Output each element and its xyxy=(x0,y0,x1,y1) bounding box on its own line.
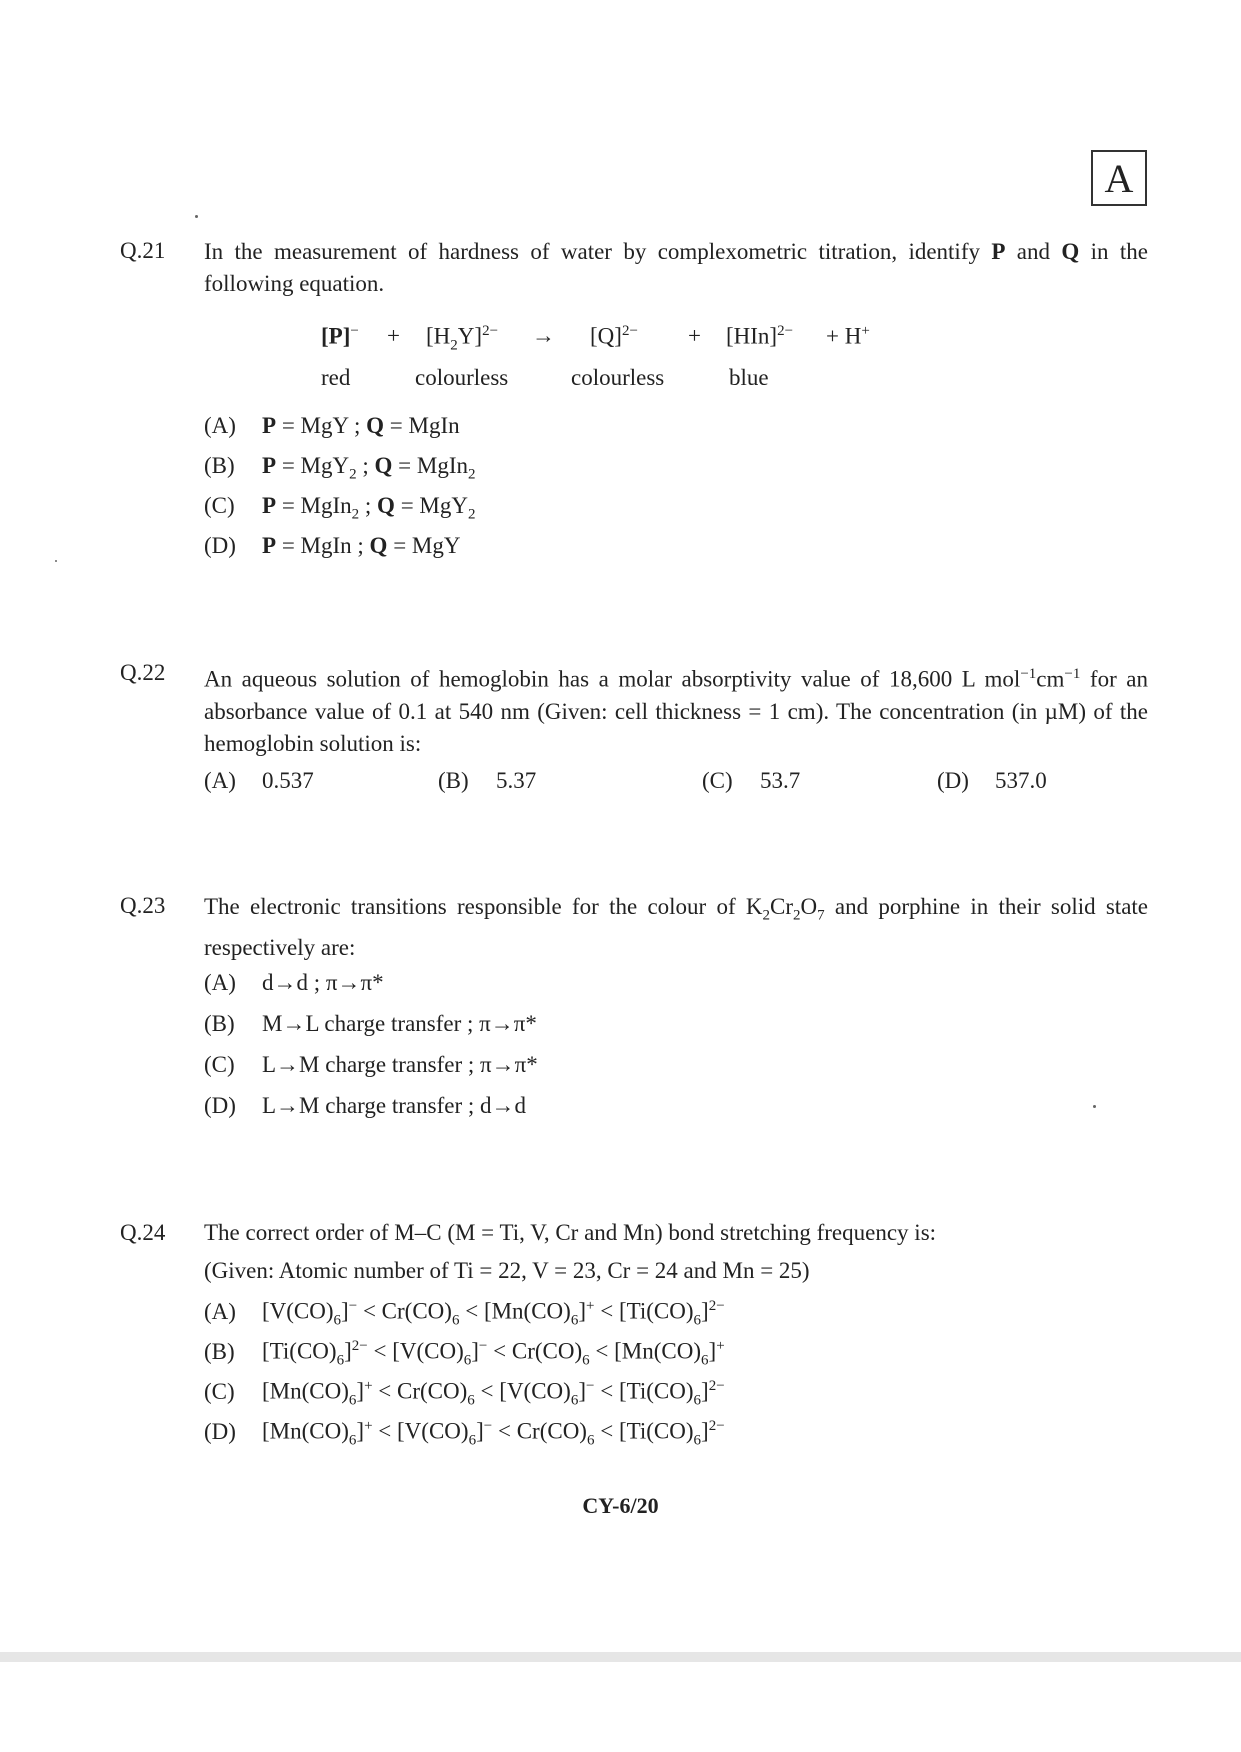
option-a[interactable]: (A) d→d ; π→π* xyxy=(204,970,384,995)
option-a[interactable]: (A) 0.537 xyxy=(204,768,314,793)
scan-speck xyxy=(55,560,57,562)
option-d[interactable]: (D) $[Mn(CO)_6]^+ < [V(CO)_6]^- < Cr(CO)_6 < [Ti(CO)_6]^{2-}$ xyxy=(204,1418,725,1449)
option-c[interactable]: (C) $[Mn(CO)_6]^+ < Cr(CO)_6 < [V(CO)_6]^- < [Ti(CO)_6]^{2-}$ xyxy=(204,1378,725,1409)
question-text: An aqueous solution of hemoglobin has a molar absorptivity value of 18,600 L $mol^{-1}cm^{-1}$ for an absorbance value of 0.1 at 540 nm (Given: cell thickness = 1 cm). The concentration (in µM) of the hemoglobin solution is: xyxy=(204,666,1148,756)
scan-speck xyxy=(1093,1105,1096,1108)
question-text: In the measurement of hardness of water by complexometric titration, identify P and Q in the following equation. xyxy=(204,239,1148,296)
question-number: Q.24 xyxy=(120,1220,166,1245)
reaction-arrow: → xyxy=(532,323,555,348)
option-a[interactable]: (A) $[V(CO)_6]^- < Cr(CO)_6 < [Mn(CO)_6]^+ < [Ti(CO)_6]^{2-}$ xyxy=(204,1298,725,1329)
question-set-label: A xyxy=(1091,150,1147,206)
question-number: Q.23 xyxy=(120,893,166,918)
option-c[interactable]: (C) 53.7 xyxy=(702,768,801,793)
question-number: Q.22 xyxy=(120,660,166,685)
scan-speck xyxy=(195,215,198,218)
option-d[interactable]: (D) L→M charge transfer ; d→d xyxy=(204,1093,526,1118)
option-b[interactable]: (B) M→L charge transfer ; π→π* xyxy=(204,1011,537,1036)
question-number: Q.21 xyxy=(120,238,166,263)
option-c[interactable]: (C) L→M charge transfer ; π→π* xyxy=(204,1052,538,1077)
option-d[interactable]: (D) P = MgIn ; Q = MgY xyxy=(204,533,461,558)
option-d[interactable]: (D) 537.0 xyxy=(937,768,1047,793)
question-given: (Given: Atomic number of Ti = 22, V = 23, Cr = 24 and Mn = 25) xyxy=(204,1258,810,1283)
option-b[interactable]: (B) $[Ti(CO)_6]^{2-} < [V(CO)_6]^- < Cr(CO)_6 < [Mn(CO)_6]^+$ xyxy=(204,1338,725,1369)
page-footer: CY-6/20 xyxy=(582,1493,659,1518)
exam-page: A Q.21 In the measurement of hardness of water by complexometric titration, identify P and Q in the following equation. [P]− + $[H_2Y]^{2-}$ → $[Q]^{2-}$ + [HIn]$^{2-}$ + H+ red colourless colourless blue (A) P = MgY ; Q = MgIn (B) P = MgY$_2$ ; Q = MgIn$_2$ (C) P = MgIn$_2$ ; Q = MgY$_2$ (D) P = MgIn ; Q = MgY Q.22 An aqueous solution of hemoglobin has a molar absorptivity value of 18,600 L $mol^{-1}cm^{-1}$ for an absorbance value of 0.1 at 540 nm (Given: cell thickness = 1 cm). The concentration (in µM) of the hemoglobin solution is: (A) 0.537 (B) 5.37 (C) 53.7 (D) 537.0 Q.23 The electronic transitions responsible for the colour of $K_2Cr_2O_7$ and porphine in their solid state respectively are: (A) d→d ; π→π* (B) M→L charge transfer ; π→π* (C) L→M charge transfer ; π→π* (D) L→M charge transfer ; d→d Q.24 The correct order of M–C (M = Ti, V, Cr and Mn) bond stretching frequency is: (Given: Atomic number of Ti = 22, V = 23, Cr = 24 and Mn = 25) (A) $[V(CO)_6]^- < Cr(CO)_6 < [Mn(CO)_6]^+ < [Ti(CO)_6]^{2-}$ (B) $[Ti(CO)_6]^{2-} < [V(CO)_6]^- < Cr(CO)_6 < [Mn(CO)_6]^+$ (C) $[Mn(CO)_6]^+ < Cr(CO)_6 < [V(CO)_6]^- < [Ti(CO)_6]^{2-}$ (D) $[Mn(CO)_6]^+ < [V(CO)_6]^- < Cr(CO)_6 < [Ti(CO)_6]^{2-}$ CY-6/20 xyxy=(0,0,1241,1752)
option-c[interactable]: (C) P = MgIn$_2$ ; Q = MgY$_2$ xyxy=(204,493,476,523)
option-a[interactable]: (A) P = MgY ; Q = MgIn xyxy=(204,413,460,438)
question-text: The electronic transitions responsible for the colour of $K_2Cr_2O_7$ and porphine in their solid state respectively are: xyxy=(204,894,1149,960)
scan-edge-band xyxy=(0,1652,1241,1662)
question-text: The correct order of M–C (M = Ti, V, Cr and Mn) bond stretching frequency is: xyxy=(204,1220,937,1245)
option-b[interactable]: (B) 5.37 xyxy=(438,768,537,793)
option-b[interactable]: (B) P = MgY$_2$ ; Q = MgIn$_2$ xyxy=(204,453,476,483)
